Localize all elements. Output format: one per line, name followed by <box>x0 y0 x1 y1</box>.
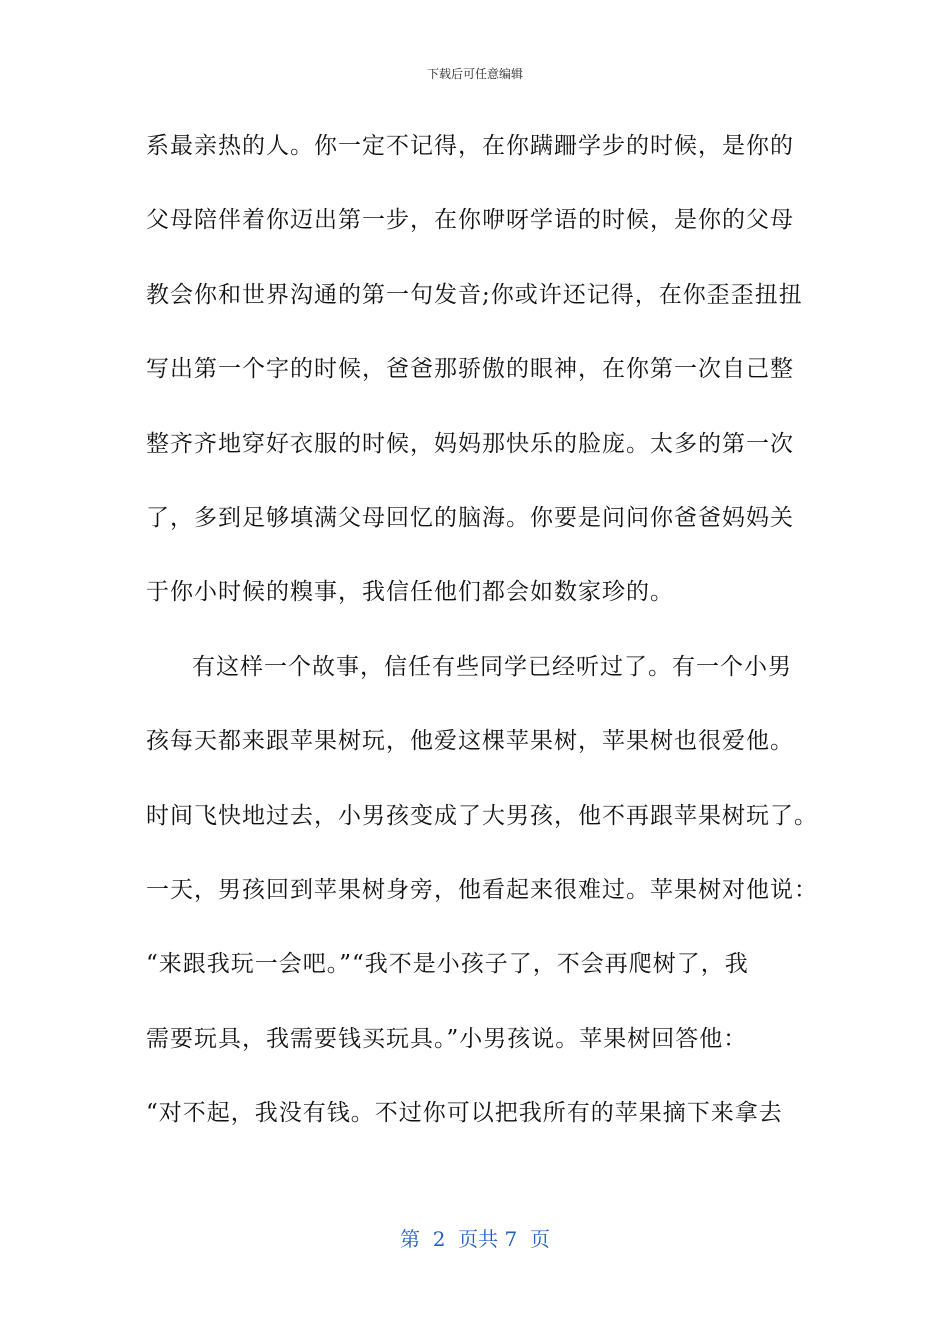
text-line: 时间飞快地过去，小男孩变成了大男孩，他不再跟苹果树玩了。 <box>146 802 818 829</box>
text-line: 父母陪伴着你迈出第一步，在你咿呀学语的时候，是你的父母 <box>146 207 794 234</box>
text-line: 孩每天都来跟苹果树玩，他爱这棵苹果树，苹果树也很爱他。 <box>146 728 794 755</box>
text-line: 整齐齐地穿好衣服的时候，妈妈那快乐的脸庞。太多的第一次 <box>146 430 794 457</box>
text-line: 了，多到足够填满父母回忆的脑海。你要是问问你爸爸妈妈关 <box>146 504 794 531</box>
page-header: 下载后可任意编辑 <box>426 67 523 81</box>
document-body <box>146 124 818 1165</box>
text-line: 一天，男孩回到苹果树身旁，他看起来很难过。苹果树对他说： <box>146 876 818 903</box>
paragraph-start-line: 有这样一个故事，信任有些同学已经听过了。有一个小男 <box>192 653 792 680</box>
text-line: 系最亲热的人。你一定不记得，在你蹒跚学步的时候，是你的 <box>146 133 794 159</box>
text-line: 教会你和世界沟通的第一句发音;你或许还记得，在你歪歪扭扭 <box>146 281 803 308</box>
text-line: “来跟我玩一会吧。”“我不是小孩子了，不会再爬树了，我 <box>146 951 749 978</box>
text-line: 于你小时候的糗事，我信任他们都会如数家珍的。 <box>146 579 674 606</box>
page-number-footer: 第 2 页共 7 页 <box>400 1227 550 1251</box>
text-line: “对不起，我没有钱。不过你可以把我所有的苹果摘下来拿去 <box>146 1100 783 1127</box>
text-line: 需要玩具，我需要钱买玩具。”小男孩说。苹果树回答他： <box>146 1025 748 1052</box>
text-line: 写出第一个字的时候，爸爸那骄傲的眼神，在你第一次自己整 <box>146 356 794 383</box>
